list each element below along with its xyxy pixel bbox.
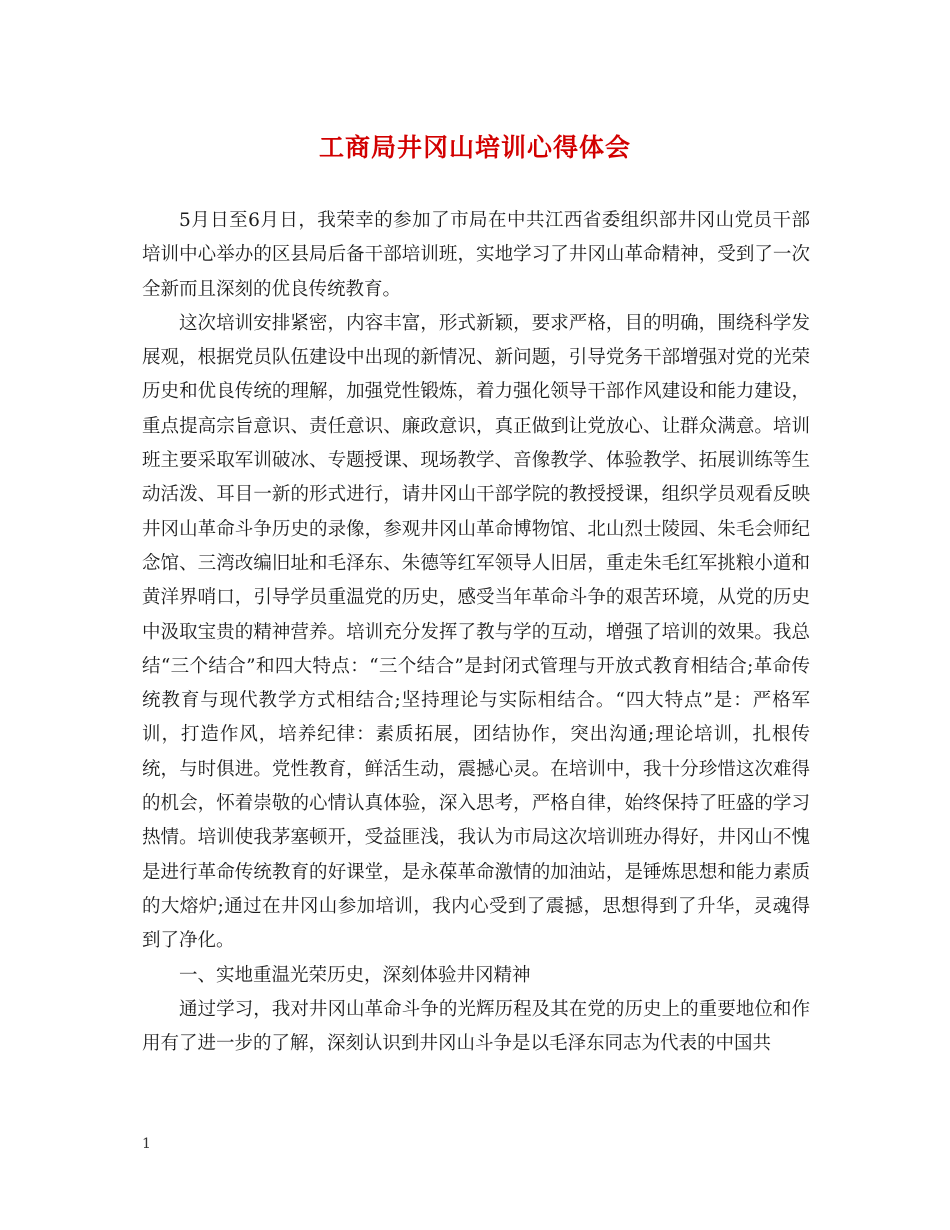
paragraph-section-1: 通过学习，我对井冈山革命斗争的光辉历程及其在党的历史上的重要地位和作用有了进一步的了解，深刻认识到井冈山斗争是以毛泽东同志为代表的中国共 [142,998,810,1055]
section-heading-1: 一、实地重温光荣历史，深刻体验井冈精神 [179,964,531,986]
page-number: 1 [142,1136,151,1152]
paragraph-intro: 5月日至6月日，我荣幸的参加了市局在中共江西省委组织部井冈山党员干部培训中心举办的区县局后备干部培训班，实地学习了井冈山革命精神，受到了一次全新而且深刻的优良传统教育。 [142,210,810,300]
document-title: 工商局井冈山培训心得体会 [318,133,631,162]
paragraph-training-details: 这次培训安排紧密，内容丰富，形式新颖，要求严格，目的明确，围绕科学发展观，根据党员队伍建设中出现的新情况、新问题，引导党务干部增强对党的光荣历史和优良传统的理解，加强党性锻炼，着力强化领导干部作风建设和能力建设，重点提高宗旨意识、责任意识、廉政意识，真正做到让党放心、让群众满意。培训班主要采取军训破冰、专题授课、现场教学、音像教学、体验教学、拓展训练等生动活泼、耳目一新的形式进行，请井冈山干部学院的教授授课，组织学员观看反映井冈山革命斗争历史的录像，参观井冈山革命博物馆、北山烈士陵园、朱毛会师纪念馆、三湾改编旧址和毛泽东、朱德等红军领导人旧居，重走朱毛红军挑粮小道和黄洋界哨口，引导学员重温党的历史，感受当年革命斗争的艰苦环境，从党的历史中汲取宝贵的精神营养。培训充分发挥了教与学的互动，增强了培训的效果。我总结“三个结合”和四大特点：“三个结合”是封闭式管理与开放式教育相结合;革命传统教育与现代教学方式相结合;坚持理论与实际相结合。“四大特点”是：严格军训，打造作风，培养纪律：素质拓展，团结协作，突出沟通;理论培训，扎根传统，与时俱进。党性教育，鲜活生动，震撼心灵。在培训中，我十分珍惜这次难得的机会，怀着崇敬的心情认真体验，深入思考，严格自律，始终保持了旺盛的学习热情。培训使我茅塞顿开，受益匪浅，我认为市局这次培训班办得好，井冈山不愧是进行革命传统教育的好课堂，是永葆革命激情的加油站，是锤炼思想和能力素质的大熔炉;通过在井冈山参加培训，我内心受到了震撼，思想得到了升华，灵魂得到了净化。 [142,312,810,952]
document-body [142,204,810,1061]
